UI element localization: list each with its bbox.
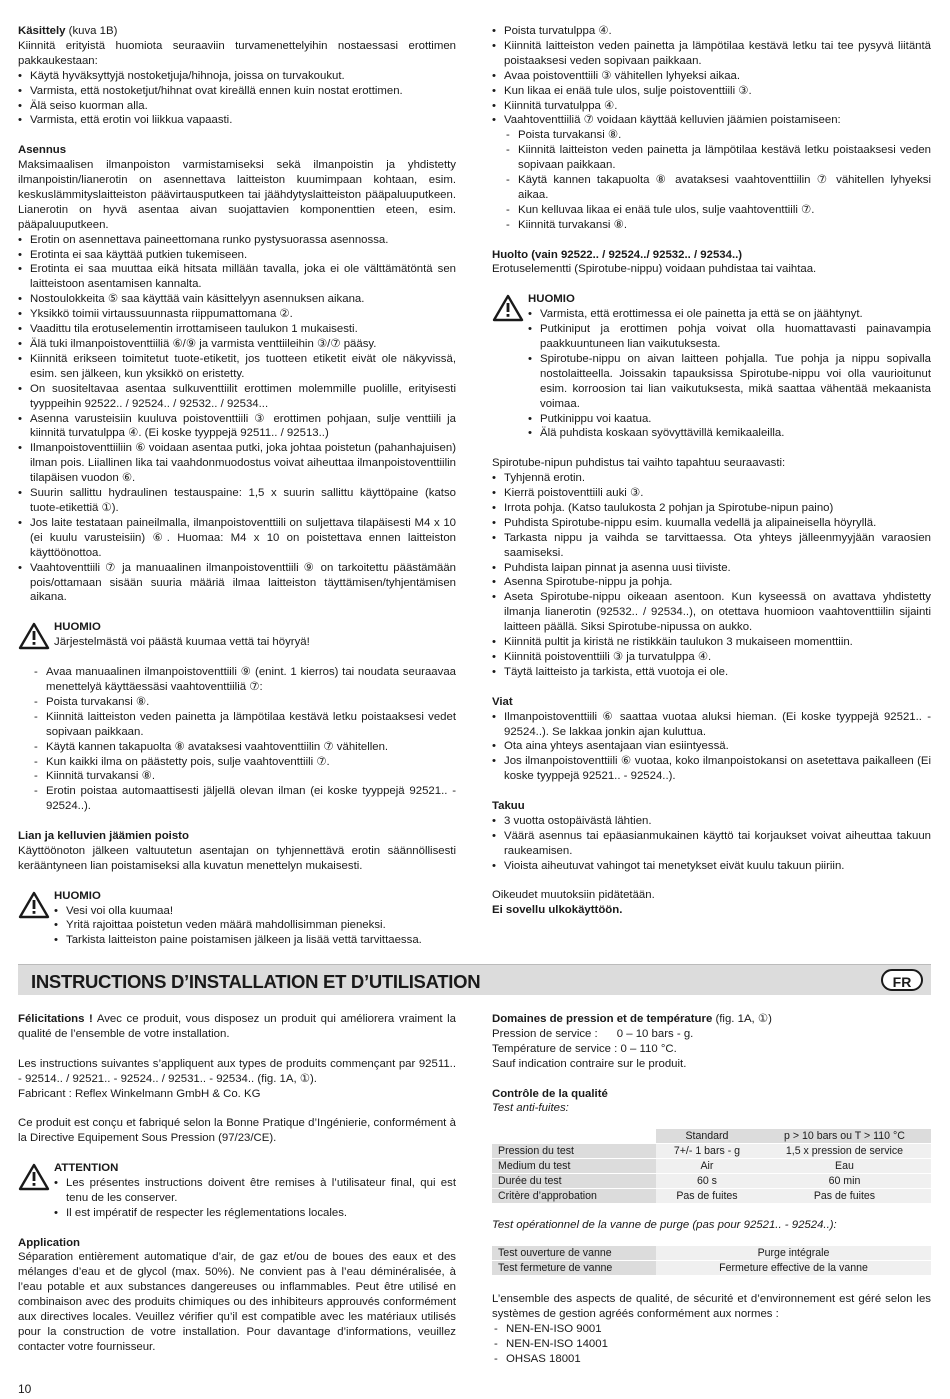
- list-item: • Asenna Spirotube-nippu ja pohja.: [492, 575, 931, 590]
- list-item: • Avaa poistoventtiili ③ vähitellen lyhyeksi aikaa.: [492, 69, 931, 84]
- attention-block: [18, 1161, 456, 1221]
- list-item: • Kiinnitä erikseen toimitetut tuote-etiketit, jos tuotteen etiketit eivät ole näkyvissä, esim. sen jälkeen, kun yksikkö on eristetty.: [18, 352, 456, 382]
- list-item: - Kun kelluvaa likaa ei enää tule ulos, sulje vaahtoventtiili ⑦.: [504, 203, 931, 218]
- fi-left-column: [18, 24, 456, 948]
- table-cell: Eau: [758, 1159, 931, 1174]
- warning-block: [18, 620, 456, 650]
- application-title: Application: [18, 1236, 81, 1249]
- warning-title: HUOMIO: [54, 889, 101, 902]
- kasittely-heading: [18, 24, 456, 39]
- list-item: • Täytä laitteisto ja tarkista, että vuotoja ei ole.: [492, 665, 931, 680]
- list-item: • Erotinta ei saa käyttää putkien tukemiseen.: [18, 248, 456, 263]
- table-cell: Pas de fuites: [656, 1189, 758, 1204]
- list-item: • Vesi voi olla kuumaa!: [54, 904, 456, 919]
- vaahto-substeps: [492, 128, 931, 232]
- table-cell: Fermeture effective de la vanne: [656, 1261, 931, 1276]
- list-item: • Vaahtoventtiili ⑦ ja manuaalinen ilmanpoistoventtiili ⑨ on tarkoitettu päästämään pois/ottamaan sisään suuria määriä ilmaa laitteiston täyttämisen/tyhjentämisen aikana.: [18, 561, 456, 606]
- list-item: • Puhdista laipan pinnat ja asenna uusi tiiviste.: [492, 561, 931, 576]
- table-header-row: [492, 1129, 931, 1144]
- list-item: • Älä tuki ilmanpoistoventtiiliä ⑥/⑨ ja varmista venttiileihin ③/⑦ pääsy.: [18, 337, 456, 352]
- list-item: • Spirotube-nippu on aivan laitteen pohjalla. Tue pohja ja nippu sopivalla nostolaitteella. Joissakin tapauksissa Spirotube-nippu voi olla vaurioitunut esim. korroosion tai lian vaikutuksesta, mikä saattaa vähentää mekaanista voimaa.: [528, 352, 931, 412]
- list-item: • Varmista, että nostoketjut/hihnat ovat kireällä ennen kuin nostat erottimen.: [18, 84, 456, 99]
- table-cell: Test ouverture de vanne: [492, 1246, 656, 1261]
- list-item: • Asenna varusteisiin kuuluva poistoventtiili ③ erottimen pohjaan, sulje venttiili ja kiinnitä turvatulppa ④. (Ei koske tyyppejä 92511.. / 92513..): [18, 412, 456, 442]
- asennus-list: [18, 233, 456, 606]
- table-row: [492, 1261, 931, 1276]
- instructions-text: Les instructions suivantes s’appliquent aux types de produits commençant par 92511.. - 92514.. / 92521.. - 92524.. / 92531.. - 92534.. (fig. 1A, ①).: [18, 1057, 456, 1085]
- kasittely-intro: Kiinnitä erityistä huomiota seuraaviin turvamenettelyihin nostaessasi erottimen pakkaukestaan:: [18, 39, 456, 67]
- table-cell: Pression du test: [492, 1144, 656, 1159]
- lika-text: Käyttöönoton jälkeen valtuutetun asentajan on tyhjennettävä erotin säännöllisesti kerääntyneen lian poistamiseksi alla kuvatun menettelyn mukaisesti.: [18, 844, 456, 872]
- list-item: • Erotin on asennettava paineettomana runko pystysuorassa asennossa.: [18, 233, 456, 248]
- table-cell: Durée du test: [492, 1174, 656, 1189]
- table-header-cell: Standard: [656, 1129, 758, 1144]
- list-item: • Jos ilmanpoistoventtiili ⑥ vuotaa, koko ilmanpoistokansi on asetettava paikalleen (Ei koske tyyppejä 92521.. - 92524..).: [492, 754, 931, 784]
- list-item: • Suurin sallittu hydraulinen testauspaine: 1,5 x suurin sallittu käyttöpaine (katso tuote-etikettiä ①).: [18, 486, 456, 516]
- list-item: • Kun likaa ei enää tule ulos, sulje poistoventtiili ③.: [492, 84, 931, 99]
- table-cell: Critère d’approbation: [492, 1189, 656, 1204]
- list-item: • Irrota pohja. (Katso taulukosta 2 pohjan ja Spirotube-nipun paino): [492, 501, 931, 516]
- warning-title: HUOMIO: [528, 293, 575, 306]
- list-item: • Käytä hyväksyttyjä nostoketjuja/hihnoja, joissa on turvakoukut.: [18, 69, 456, 84]
- list-item: - Kiinnitä turvakansi ⑧.: [504, 218, 931, 233]
- list-item: • Ilmanpoistoventtiiliin ⑥ voidaan asentaa putki, joka johtaa poistetun (pahanhajuisen) ilman pois. Liiallinen lika tai vaahdonmuodostus voivat aiheuttaa ilmanpoistoventtiilin tilapäisen vuodon ⑥.: [18, 441, 456, 486]
- list-item: - NEN-EN-ISO 9001: [492, 1322, 931, 1337]
- list-item: • Vaadittu tila erotuselementin irrottamiseen taulukon 1 mukaisesti.: [18, 322, 456, 337]
- controle-title: Contrôle de la qualité: [492, 1087, 608, 1100]
- page-number: 10: [18, 1382, 32, 1396]
- valve-table: [492, 1246, 931, 1276]
- felicitations-bold: Félicitations !: [18, 1013, 93, 1025]
- table-cell: Pas de fuites: [758, 1189, 931, 1204]
- table-cell: 60 min: [758, 1174, 931, 1189]
- list-item: • Älä puhdista koskaan syövyttävillä kemikaaleilla.: [528, 426, 931, 441]
- list-item: • Il est impératif de respecter les réglementations locales.: [54, 1206, 456, 1221]
- test-anti-label: Test anti-fuites:: [492, 1102, 569, 1115]
- section-banner: [18, 964, 931, 995]
- warning-block: [492, 292, 931, 441]
- warning-list: [528, 307, 931, 441]
- normes-list: [492, 1322, 931, 1367]
- table-row: [492, 1189, 931, 1204]
- attention-title: ATTENTION: [54, 1162, 119, 1175]
- list-item: • Aseta Spirotube-nippu oikeaan asentoon. Kun kyseessä on avattava yhdistetty ilmanja lianerotin (92532.. / 92534..), on otettava huomioon vaahtoventtiilin sijainti laitteen päällä. Siksi Spirotube-nipussa on aukko.: [492, 590, 931, 635]
- list-item: • Älä seiso kuorman alla.: [18, 99, 456, 114]
- list-item: • Kierrä poistoventtiili auki ③.: [492, 486, 931, 501]
- asennus-intro: Maksimaalisen ilmanpoiston varmistamiseksi sekä ilmanpoistin ja yhdistetty ilmanpoistin/lianerotin on asennettava laitteiston kuumimpaan kohtaan, esim. keskuslämmityslaitteiston päävirtausputkeen tai jäähdytyslaitteiston pääpaluuputkeen. Lianerotin on hyvä asentaa aivan suojattavien komponenttien eteen, esim. pääpaluuputkeen.: [18, 159, 456, 231]
- table-row: [492, 1159, 931, 1174]
- list-item: • Varmista, että erottimessa ei ole painetta ja että se on jäähtynyt.: [528, 307, 931, 322]
- table-row: [492, 1174, 931, 1189]
- application-text: Séparation entièrement automatique d’air, de gaz et/ou de boues des eaux et des mélanges d’eau et de glycol (max. 50%). Ne convient pas à l’eau déminéralisée, à l’eau potable et aux substances dangereuses ou inflammables. Peut être utilisé en combinaison avec des produits chimiques ou des inhibiteurs approuvés conformément aux directives locales. Veuillez vérifier qu’il est compatible avec les matériaux utilisés pour la construction de votre installation. Pour davantage d’informations, veuillez contacter votre fournisseur.: [18, 1251, 456, 1353]
- list-item: • Yritä rajoittaa poistetun veden määrä mahdollisimman pieneksi.: [54, 918, 456, 933]
- list-item: - Erotin poistaa automaattisesti jäljellä olevan ilman (ei koske tyyppejä 92521.. - 92524..).: [32, 784, 456, 814]
- list-item: - Käytä kannen takapuolta ⑧ avataksesi vaahtoventtiilin ⑦ vähitellen.: [32, 740, 456, 755]
- warning-icon: [18, 622, 50, 650]
- table-header-cell: p > 10 bars ou T > 110 °C: [758, 1129, 931, 1144]
- list-item: • Puhdista Spirotube-nippu esim. kuumalla vedellä ja alipaineisella höyryllä.: [492, 516, 931, 531]
- huolto-text: Erotuselementti (Spirotube-nippu) voidaan puhdistaa tai vaihtaa.: [492, 263, 817, 276]
- table-cell: Purge intégrale: [656, 1246, 931, 1261]
- concu-text: Ce produit est conçu et fabriqué selon la Bonne Pratique d’Ingénierie, conformément à la Directive Equipement Sous Pression (97/23/CE).: [18, 1117, 456, 1145]
- list-item: • Kiinnitä pultit ja kiristä ne ristikkäin taulukon 3 mukaiseen momenttiin.: [492, 635, 931, 650]
- list-item: • Tarkista laitteiston paine poistamisen jälkeen ja lisää vettä tarvittaessa.: [54, 933, 456, 948]
- list-item: • Yksikkö toimii virtaussuunnasta riippumattomana ②.: [18, 307, 456, 322]
- domaines-ref: (fig. 1A, ①): [712, 1013, 772, 1025]
- fabricant-text: Fabricant : Reflex Winkelmann GmbH & Co. KG: [18, 1087, 261, 1100]
- lika-title: Lian ja kelluvien jäämien poisto: [18, 830, 189, 843]
- attention-list: [54, 1176, 456, 1221]
- table-cell: Medium du test: [492, 1159, 656, 1174]
- warning-icon: [18, 891, 50, 919]
- kasittely-list: [18, 69, 456, 129]
- warning-icon: [18, 1163, 50, 1191]
- list-item: • On suositeltavaa asentaa sulkuventtiilit erottimen molemmille puolille, erityisesti tyyppeihin 92522.. / 92524.. / 92532.. / 92534...: [18, 382, 456, 412]
- sauf-text: Sauf indication contraire sur le produit.: [492, 1057, 687, 1070]
- list-item: • Ota aina yhteys asentajaan vian esiintyessä.: [492, 739, 931, 754]
- list-item: • Les présentes instructions doivent être remises à l’utilisateur final, qui est tenu de les conserver.: [54, 1176, 456, 1206]
- table-cell: 60 s: [656, 1174, 758, 1189]
- list-item: • 3 vuotta ostopäivästä lähtien.: [492, 814, 931, 829]
- takuu-title: Takuu: [492, 800, 525, 813]
- ilmanpoisto-steps: [18, 665, 456, 814]
- temperature-text: Température de service : 0 – 110 °C.: [492, 1042, 677, 1055]
- list-item: - Kiinnitä laitteiston veden painetta ja lämpötilaa kestävä letku poistaaksesi vedet sopivaan paikkaan.: [32, 710, 456, 740]
- ensemble-text: L’ensemble des aspects de qualité, de sécurité et d’environnement est géré selon les systèmes de gestion agréés conformément aux normes :: [492, 1293, 931, 1321]
- warning-list: [54, 904, 456, 949]
- warning-text: Järjestelmästä voi päästä kuumaa vettä tai höyryä!: [54, 636, 310, 649]
- list-item: • Jos laite testataan paineilmalla, ilmanpoistoventtiili on suljettava tilapäisesti M4 x 10 (ei kuulu varusteisiin) ⑥. Huomaa: M4 x 10 on poistettava ennen laitteiston käyttöönottoa.: [18, 516, 456, 561]
- spiro-steps: [492, 471, 931, 680]
- domaines-heading: [492, 1012, 931, 1027]
- takuu-list: [492, 814, 931, 874]
- language-badge: FR: [881, 969, 923, 991]
- section-title: INSTRUCTIONS D’INSTALLATION ET D’UTILISATION: [31, 971, 481, 992]
- list-item: • Putkinippu voi kaatua.: [528, 412, 931, 427]
- list-item: • Varmista, että erotin voi liikkua vapaasti.: [18, 113, 456, 128]
- list-item: - Kiinnitä turvakansi ⑧.: [32, 769, 456, 784]
- fr-left-column: [18, 1012, 456, 1355]
- quality-table: [492, 1129, 931, 1204]
- table-header-cell: [492, 1129, 656, 1144]
- table-cell: Test fermeture de vanne: [492, 1261, 656, 1276]
- list-item: - Avaa manuaalinen ilmanpoistoventtiili ⑨ (enint. 1 kierros) tai noudata seuraavaa menettelyä käyttäessäsi vaahtoventtiiliä ⑦:: [32, 665, 456, 695]
- test-vanne-label: Test opérationnel de la vanne de purge (pas pour 92521.. - 92524..):: [492, 1219, 837, 1232]
- viat-title: Viat: [492, 695, 513, 708]
- list-item: - Kun kaikki ilma on päästetty pois, sulje vaahtoventtiili ⑦.: [32, 755, 456, 770]
- ulko-text: Ei sovellu ulkokäyttöön.: [492, 904, 623, 917]
- list-item: • Ilmanpoistoventtiili ⑥ saattaa vuotaa aluksi hieman. (Ei koske tyyppejä 92521.. - 92524..). Se lakkaa jonkin ajan kuluttua.: [492, 710, 931, 740]
- fi-right-column: [492, 24, 931, 918]
- asennus-title: Asennus: [18, 144, 67, 157]
- list-item: - Poista turvakansi ⑧.: [32, 695, 456, 710]
- list-item: • Tarkasta nippu ja vaihda se tarvittaessa. Ota yhteys jälleenmyyjään varaosien saamiseksi.: [492, 531, 931, 561]
- oikeudet-text: Oikeudet muutoksiin pidätetään.: [492, 889, 655, 902]
- viat-list: [492, 710, 931, 785]
- list-item: • Tyhjennä erotin.: [492, 471, 931, 486]
- list-item: • Nostoulokkeita ⑤ saa käyttää vain käsittelyyn asennuksen aikana.: [18, 292, 456, 307]
- kasittely-ref: (kuva 1B): [65, 25, 118, 37]
- list-item: • Väärä asennus tai epäasianmukainen käyttö tai korjaukset voivat aiheuttaa takuun raukeamisen.: [492, 829, 931, 859]
- table-cell: Air: [656, 1159, 758, 1174]
- kasittely-title: Käsittely: [18, 25, 66, 37]
- domaines-title: Domaines de pression et de température: [492, 1013, 713, 1025]
- list-item: • Putkiniput ja erottimen pohja voivat olla huomattavasti painavampia paakkuuntuneen lian vaikutuksesta.: [528, 322, 931, 352]
- huolto-title: Huolto (vain 92522.. / 92524../ 92532.. / 92534..): [492, 248, 743, 261]
- warning-title: HUOMIO: [54, 621, 101, 634]
- list-item: • Kiinnitä poistoventtiili ③ ja turvatulppa ④.: [492, 650, 931, 665]
- list-item: - Poista turvakansi ⑧.: [504, 128, 931, 143]
- table-cell: 1,5 x pression de service: [758, 1144, 931, 1159]
- list-item: - NEN-EN-ISO 14001: [492, 1337, 931, 1352]
- table-cell: 7+/- 1 bars - g: [656, 1144, 758, 1159]
- list-item: • Kiinnitä laitteiston veden painetta ja lämpötilaa kestävä letku tai tee pysyvä liitäntä poistaaksesi veden sopivaan paikkaan.: [492, 39, 931, 69]
- warning-icon: [492, 294, 524, 322]
- felicitations-text: Avec ce produit, vous disposez un produit qui améliorera vraiment la qualité de l’ensemble de votre installation.: [18, 1013, 456, 1040]
- poisto-steps: [492, 24, 931, 128]
- pression-text: Pression de service : 0 – 10 bars - g.: [492, 1027, 694, 1040]
- list-item: • Erotinta ei saa muuttaa eikä hitsata millään tavalla, joka ei ole välttämätöntä sen laitteistoon asentamisen kannalta.: [18, 262, 456, 292]
- table-row: [492, 1246, 931, 1261]
- list-item: • Poista turvatulppa ④.: [492, 24, 931, 39]
- felicitations-paragraph: [18, 1012, 456, 1042]
- list-item: • Kiinnitä turvatulppa ④.: [492, 99, 931, 114]
- list-item: - Kiinnitä laitteiston veden painetta ja lämpötilaa kestävä letku poistaaksesi veden sopivaan paikkaan.: [504, 143, 931, 173]
- fr-right-column: [492, 1012, 931, 1367]
- list-item: - Käytä kannen takapuolta ⑧ avataksesi vaahtoventtiilin ⑦ vähitellen lyhyeksi aikaa.: [504, 173, 931, 203]
- list-item: • Vaahtoventtiiliä ⑦ voidaan käyttää kelluvien jäämien poistamiseen:: [492, 113, 931, 128]
- warning-block: [18, 889, 456, 949]
- spiro-intro: Spirotube-nipun puhdistus tai vaihto tapahtuu seuraavasti:: [492, 457, 786, 470]
- table-row: [492, 1144, 931, 1159]
- list-item: - OHSAS 18001: [492, 1352, 931, 1367]
- list-item: • Vioista aiheutuvat vahingot tai menetykset eivät kuulu takuun piiriin.: [492, 859, 931, 874]
